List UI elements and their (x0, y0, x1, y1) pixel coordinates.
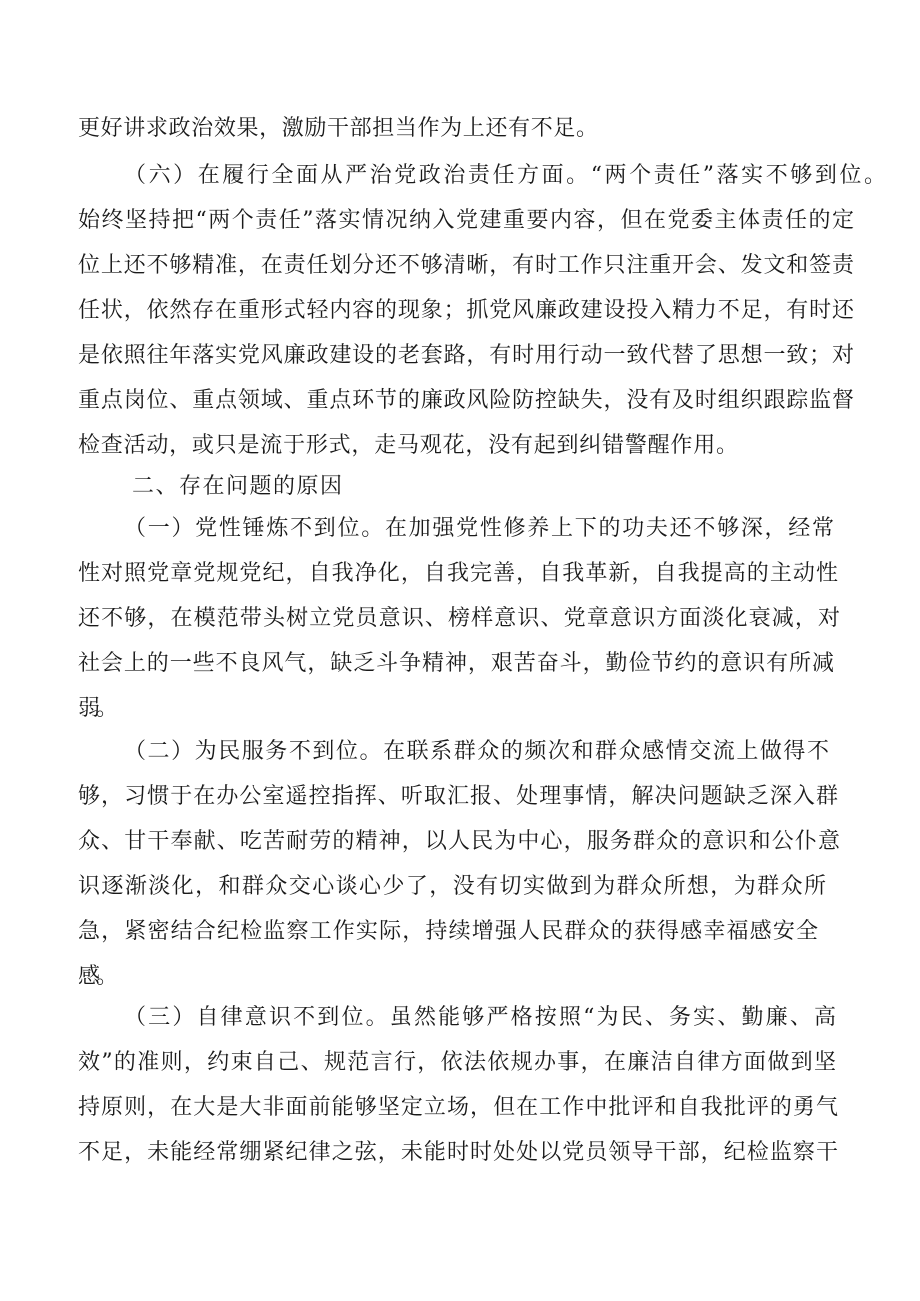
subsection-two-heading: （二）为民服务不到位。在联系群众的频次和群众感情交流上做得不 (124, 739, 831, 764)
text-line: 急，紧密结合纪检监察工作实际，持续增强人民群众的获得感幸福感安全 (78, 919, 820, 944)
text-line: 持原则，在大是大非面前能够坚定立场，但在工作中批评和自我批评的勇气 (78, 1095, 840, 1120)
text-line: 识逐渐淡化，和群众交心谈心少了，没有切实做到为群众所想，为群众所 (78, 874, 828, 899)
text-line: 重点岗位、重点领域、重点环节的廉政风险防控缺失，没有及时组织跟踪监督 (78, 388, 855, 413)
section-six-heading: （六）在履行全面从严治党政治责任方面。“两个责任”落实不够到位。 (124, 163, 889, 188)
subsection-one-heading: （一）党性锤炼不到位。在加强党性修养上下的功夫还不够深，经常 (124, 516, 836, 541)
text-line: 够，习惯于在办公室遥控指挥、听取汇报、处理事情，解决问题缺乏深入群 (78, 784, 840, 809)
text-line: 任状，依然存在重形式轻内容的现象；抓党风廉政建设投入精力不足，有时还 (78, 298, 855, 323)
text-line: 是依照往年落实党风廉政建设的老套路，有时用行动一致代替了思想一致；对 (78, 343, 855, 368)
section-two-heading: 二、存在问题的原因 (132, 474, 344, 499)
text-line: 性对照党章党规党纪，自我净化，自我完善，自我革新，自我提高的主动性 (78, 561, 840, 586)
text-line: 还不够，在模范带头树立党员意识、榜样意识、党章意识方面淡化衰减，对 (78, 606, 842, 631)
text-line: 众、甘干奉献、吃苦耐劳的精神，以人民为中心，服务群众的意识和公仆意 (78, 829, 842, 854)
text-line: 位上还不够精准，在责任划分还不够清晰，有时工作只注重开会、发文和签责 (78, 253, 855, 278)
text-line: 感。 (78, 964, 114, 989)
subsection-three-heading: （三）自律意识不到位。虽然能够严格按照“为民、务实、勤廉、高 (124, 1005, 839, 1030)
text-line: 更好讲求政治效果，激励干部担当作为上还有不足。 (78, 116, 599, 141)
text-line: 效”的准则，约束自己、规范言行，依法依规办事，在廉洁自律方面做到坚 (78, 1050, 838, 1075)
text-line: 检查活动，或只是流于形式，走马观花，没有起到纠错警醒作用。 (78, 433, 739, 458)
text-line: 弱。 (78, 696, 114, 721)
text-line: 社会上的一些不良风气，缺乏斗争精神，艰苦奋斗，勤俭节约的意识有所减 (78, 651, 835, 676)
text-line: 不足，未能经常绷紧纪律之弦，未能时时处处以党员领导干部，纪检监察干 (78, 1140, 840, 1165)
text-line: 始终坚持把“两个责任”落实情况纳入党建重要内容，但在党委主体责任的定 (78, 208, 856, 233)
